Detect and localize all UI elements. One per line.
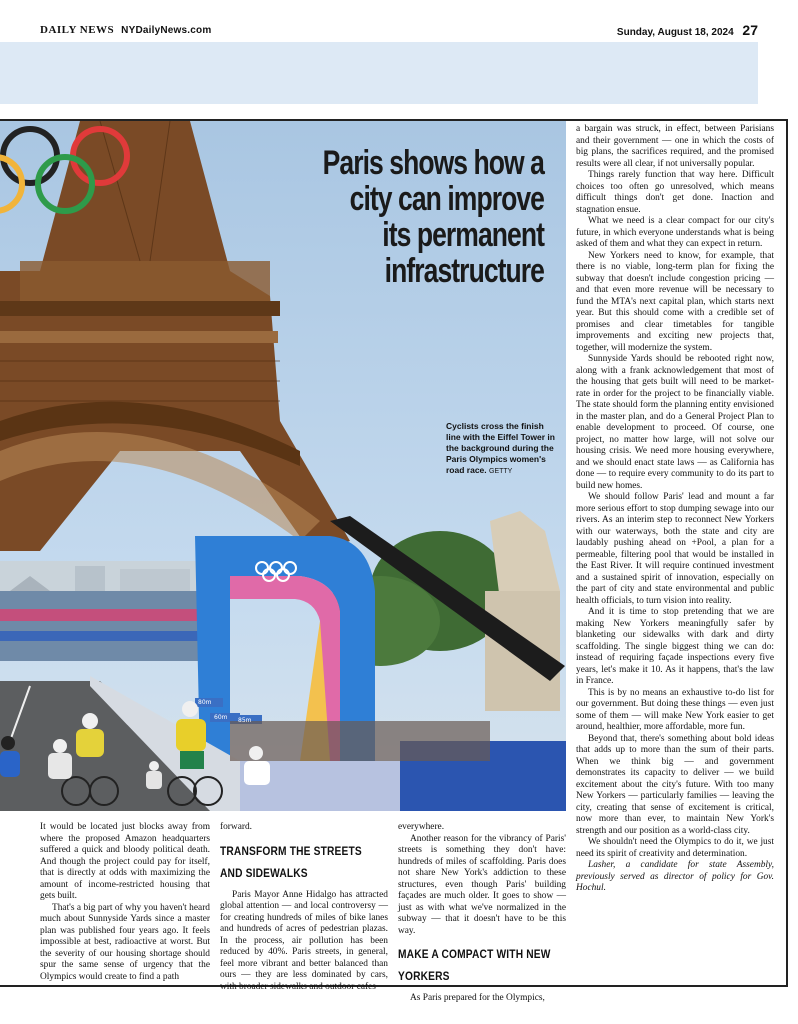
column-4 bbox=[576, 124, 774, 895]
headline bbox=[287, 145, 544, 289]
paragraph: Paris Mayor Anne Hidalgo has attracted global attention — and local controversy — for creating hundreds of miles of bike lanes and hundreds of acres of pedestrian plazas. In the process, air pollution has been reduced by 40%. Paris streets, in general, feel more vibrant and better balanced than ours — they are less dominated by cars, with broader sidewalks and outdoor cafes bbox=[220, 889, 388, 992]
paragraph: a bargain was struck, in effect, between Parisians and their government — one in which the costs of big plans, the sacrifices required, and the promised results were all clear, if not universally popular. bbox=[576, 124, 774, 169]
article-photo bbox=[0, 121, 566, 811]
paper-name: DAILY NEWS bbox=[40, 24, 115, 36]
paragraph: everywhere. bbox=[398, 822, 445, 832]
ad-band bbox=[0, 42, 758, 104]
paragraph: We should follow Paris' lead and mount a far more serious effort to stop dumping sewage into our rivers. As an interim step to reconnect New Yorkers with our waterways, both the state and city are laudably pushing ahead on +Pool, a plan for a permeable, filtering pool that would be installed in the East River. It will require continued investment and a sustained spirit of innovation, especially on the part of city and state environmental and public health officials, to turn vision into reality. bbox=[576, 492, 774, 606]
issue-date: Sunday, August 18, 2024 bbox=[616, 27, 734, 38]
headline-line-3: its permanent bbox=[382, 216, 544, 254]
subhead-compact: MAKE A COMPACT WITH NEW YORKERS bbox=[398, 947, 551, 983]
paragraph: Things rarely function that way here. Difficult choices too often go unresolved, which means difficult things don't get done. Inaction and stagnation ensue. bbox=[576, 170, 774, 215]
banner-label-80m: 80m bbox=[198, 699, 212, 706]
paragraph: Sunnyside Yards should be rebooted right now, along with a frank acknowledgement that most of the housing that gets built will need to be market-rate in order for the project to be financially viable. The state should form the planning entity envisioned in the master plan, and do a General Project Plan to enable development to proceed. Of course, one project, no matter how large, will not solve our housing crisis. We need more housing everywhere, and we should enact state laws — as California has done — to require every community to do its part to build new homes. bbox=[576, 354, 774, 491]
paragraph: Another reason for the vibrancy of Paris' streets is something they don't have: hundreds of miles of scaffolding. Paris does not share New York's addiction to these structures, even though Paris' building façades are much older. It goes to show — just as with what we've normalized in the subway — that it doesn't have to be this way. bbox=[398, 833, 566, 936]
issue-info bbox=[617, 22, 758, 38]
paragraph: It would be located just blocks away from where the proposed Amazon headquarters suffered a quick and bloody political death. And though the project could pay for itself, that is directly at odds with maximizing the amount of income-restricted housing that gets built. bbox=[40, 822, 210, 901]
column-3 bbox=[398, 822, 566, 1005]
paragraph: What we need is a clear compact for our city's future, in which everyone understands what is being asked of them and what they can expect in return. bbox=[576, 216, 774, 249]
author-signoff: Lasher, a candidate for state Assembly, previously served as director of policy for Gov. Hochul. bbox=[576, 860, 774, 893]
photo-caption bbox=[446, 421, 556, 477]
caption-text: Cyclists cross the finish line with the Eiffel Tower in the background during the Paris Olympics women's road race. bbox=[446, 421, 555, 475]
headline-line-1: Paris shows how a bbox=[322, 144, 544, 182]
paragraph: We shouldn't need the Olympics to do it, we just need its spirit of creativity and determination. bbox=[576, 837, 774, 859]
column-2 bbox=[220, 822, 388, 993]
site-link[interactable]: NYDailyNews.com bbox=[121, 25, 212, 36]
page-number: 27 bbox=[742, 22, 758, 38]
photo-credit: GETTY bbox=[489, 468, 513, 475]
banner-label-85m: 85m bbox=[238, 717, 252, 724]
column-1 bbox=[40, 822, 210, 983]
paragraph: This is by no means an exhaustive to-do list for our government. But doing these things — even just some of them — will make New York easier to get around, healthier, more affordable, more fun. bbox=[576, 687, 774, 732]
headline-line-4: infrastructure bbox=[384, 252, 544, 290]
paragraph: And it is time to stop pretending that we are making New Yorkers meaningfully safer by blanketing our sidewalks with dark and dirty scaffolding. The single biggest thing we can do: instead of requiring façade inspections every five years, let's make it 10. As it happens, that's the law in France. bbox=[576, 607, 774, 686]
paragraph: forward. bbox=[220, 822, 253, 832]
banner-label-60m: 60m bbox=[214, 714, 228, 721]
paragraph: That's a big part of why you haven't heard much about Sunnyside Yards since a master plan was published four years ago. It feels impossible at best, radioactive at worst. But the severity of our housing shortage should spur the same sense of urgency that the Olympics would create to find a path bbox=[40, 902, 210, 982]
paragraph: As Paris prepared for the Olympics, bbox=[410, 993, 545, 1003]
paragraph: New Yorkers need to know, for example, that there is no viable, long-term plan for fixing the subway that doesn't include congestion pricing — and that even more revenue will be necessary to fund the MTA's next capital plan, which starts next year. But this should come with a credible set of promises and clear timetables for tangible improvements and exciting new projects that, together, will modernize the system. bbox=[576, 250, 774, 353]
paragraph: Beyond that, there's something about bold ideas that adds up to more than the sum of their parts. When we think big — and government demonstrates its capacity to deliver — we build excitement about the city's future. With too many New Yorkers — particularly families — leaving the city, creating that sense of excitement is critical, now more than ever, to maintain New York's strength and our position as a world-class city. bbox=[576, 733, 774, 836]
subhead-streets: TRANSFORM THE STREETS AND SIDEWALKS bbox=[220, 843, 362, 880]
masthead bbox=[40, 24, 211, 36]
page-header bbox=[40, 24, 758, 40]
headline-line-2: city can improve bbox=[349, 180, 544, 218]
